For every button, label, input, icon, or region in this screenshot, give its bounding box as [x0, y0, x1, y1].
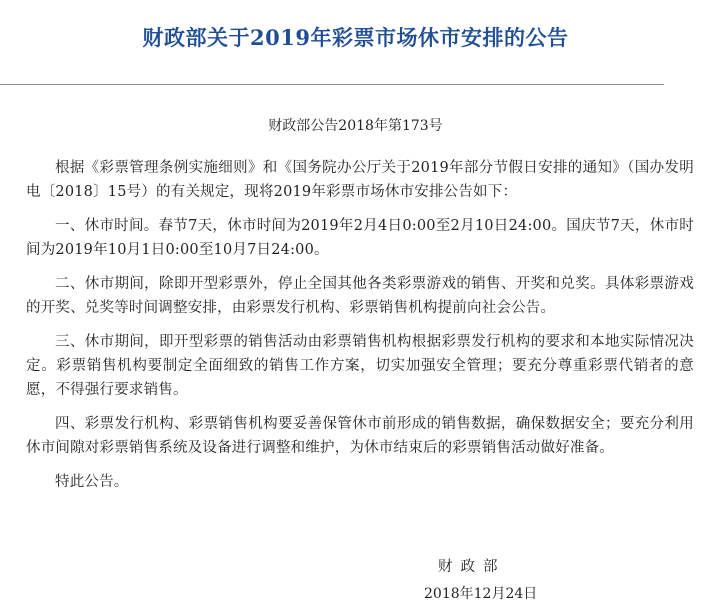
paragraph-suspension-scope: 二、休市期间，除即开型彩票外，停止全国其他各类彩票游戏的销售、开奖和兑奖。具体彩票游戏的开奖、兑奖等时间调整安排，由彩票发行机构、彩票销售机构提前向社会公告。 [26, 276, 694, 316]
signature: 财政部 [438, 559, 506, 575]
paragraph-instant-lottery: 三、休市期间，即开型彩票的销售活动由彩票销售机构根据彩票发行机构的要求和本地实际情况决定。彩票销售机构要制定全面细致的销售工作方案，切实加强安全管理；要充分尊重彩票代销者的意愿，不得强行要求销售。 [26, 334, 694, 398]
page-title: 财政部关于2019年彩票市场休市安排的公告 [142, 25, 569, 50]
paragraph-closing-time: 一、休市时间。春节7天，休市时间为2019年2月4日0:00至2月10日24:00。国庆节7天，休市时间为2019年10月1日0:00至10月7日24:00。 [26, 218, 694, 258]
paragraph-intro: 根据《彩票管理条例实施细则》和《国务院办公厅关于2019年部分节假日安排的通知》（国办发明电〔2018〕15号）的有关规定，现将2019年彩票市场休市安排公告如下： [26, 160, 694, 200]
paragraph-data-security: 四、彩票发行机构、彩票销售机构要妥善保管休市前形成的销售数据，确保数据安全；要充分利用休市间隙对彩票销售系统及设备进行调整和维护，为休市结束后的彩票销售活动做好准备。 [26, 416, 694, 456]
paragraph-conclusion: 特此公告。 [55, 474, 129, 490]
announcement-body [26, 156, 694, 504]
title-divider [0, 84, 664, 85]
issue-date: 2018年12月24日 [424, 586, 538, 602]
document-number: 财政部公告2018年第173号 [268, 118, 443, 134]
